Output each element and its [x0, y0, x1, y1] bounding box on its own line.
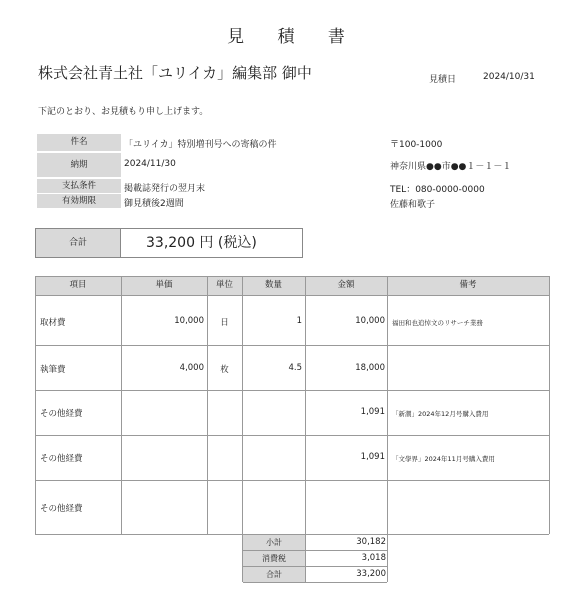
subject-label: 件名 [37, 134, 121, 151]
header-item: 項目 [69, 280, 87, 290]
summary-line [243, 582, 387, 583]
subtotal-label: 小計 [243, 535, 305, 550]
row-item: その他経費 [40, 504, 83, 514]
total-value: 33,200 円 (税込) [146, 235, 257, 251]
payment-value: 掲載誌発行の翌月末 [124, 184, 206, 194]
summary-line [243, 566, 387, 567]
date-label: 見積日 [429, 75, 457, 85]
tax-value: 3,018 [361, 553, 386, 563]
table-line [121, 276, 122, 534]
table-line [387, 276, 388, 582]
row-qty: 1 [296, 316, 302, 326]
total-label: 合計 [36, 229, 120, 257]
table-line [35, 276, 36, 534]
table-line [207, 276, 208, 534]
table-line [35, 390, 549, 391]
row-price: 10,000 [174, 316, 204, 326]
header-unit: 単位 [215, 280, 233, 290]
document-title: 見 積 書 [227, 27, 359, 47]
row-unit: 日 [220, 318, 229, 328]
due-value: 2024/11/30 [124, 159, 176, 169]
header-qty: 数量 [264, 280, 282, 290]
header-note: 備考 [459, 280, 477, 290]
date-value: 2024/10/31 [483, 72, 535, 82]
validity-label: 有効期限 [37, 194, 121, 208]
sender-address: 神奈川県●●市●●１－１－１ [390, 162, 512, 172]
row-amount: 1,091 [360, 407, 385, 417]
table-line [35, 345, 549, 346]
header-price: 単価 [155, 280, 173, 290]
tax-label: 消費税 [243, 551, 305, 566]
intro-text: 下記のとおり、お見積もり申し上げます。 [38, 107, 209, 117]
header-amount: 金額 [337, 280, 355, 290]
grand-total-label: 合計 [243, 567, 305, 582]
table-line [549, 276, 550, 534]
payment-label: 支払条件 [37, 179, 121, 193]
total-divider [120, 229, 121, 257]
row-note: 「新潮」2024年12月号購入費用 [392, 410, 489, 418]
sender-name: 佐藤和歌子 [390, 200, 436, 210]
row-amount: 1,091 [360, 452, 385, 462]
subject-value: 「ユリイカ」特別増刊号への寄稿の件 [124, 140, 277, 150]
summary-line [243, 550, 387, 551]
row-unit: 枚 [220, 365, 229, 375]
table-line [35, 295, 549, 296]
sender-tel: TEL：080-0000-0000 [390, 185, 485, 195]
subtotal-value: 30,182 [356, 537, 386, 547]
row-note: 福田和也追悼文のリサーチ業務 [392, 319, 483, 327]
due-label: 納期 [37, 153, 121, 177]
row-price: 4,000 [179, 363, 204, 373]
row-item: 執筆費 [40, 365, 66, 375]
table-line [35, 435, 549, 436]
row-amount: 18,000 [355, 363, 385, 373]
validity-value: 御見積後2週間 [124, 199, 184, 209]
table-line [35, 480, 549, 481]
row-qty: 4.5 [288, 363, 302, 373]
row-item: 取材費 [40, 318, 66, 328]
grand-total-value: 33,200 [356, 569, 386, 579]
row-item: その他経費 [40, 409, 83, 419]
recipient: 株式会社青土社「ユリイカ」編集部 御中 [38, 64, 312, 82]
sender-postal: 〒100-1000 [390, 140, 443, 150]
table-line [35, 276, 549, 277]
row-amount: 10,000 [355, 316, 385, 326]
row-note: 「文學界」2024年11月号購入費用 [392, 455, 495, 463]
row-item: その他経費 [40, 454, 83, 464]
